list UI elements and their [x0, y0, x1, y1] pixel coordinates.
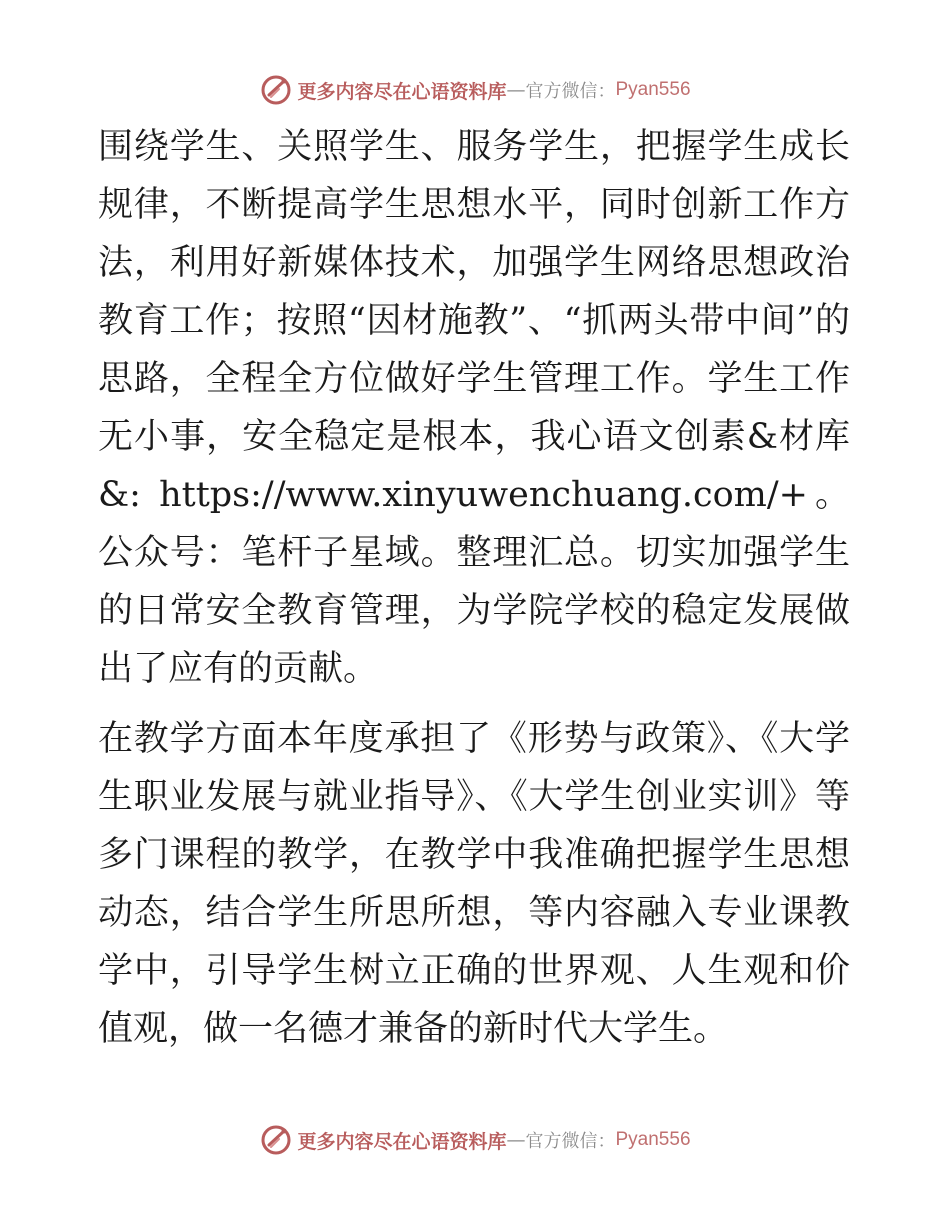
- banner-wechat-id: Pyan556: [615, 1129, 691, 1150]
- seal-logo-icon: [259, 1123, 293, 1157]
- banner-wechat-label: 官方微信：: [525, 81, 616, 102]
- header-banner: [0, 70, 950, 110]
- banner-wechat-id: Pyan556: [615, 79, 691, 100]
- footer-banner: [0, 1120, 950, 1160]
- document-body: [98, 118, 850, 1058]
- banner-site-text: 更多内容尽在心语资料库: [297, 1130, 507, 1153]
- banner-separator: —: [506, 1129, 526, 1151]
- banner-wechat-label: 官方微信：: [525, 1131, 616, 1152]
- body-paragraph-2: 在教学方面本年度承担了《形势与政策》、《大学生职业发展与就业指导》、《大学生创业实训》等多门课程的教学，在教学中我准确把握学生思想动态，结合学生所思所想，等内容融入专业课教学中，引导学生树立正确的世界观、人生观和价值观，做一名德才兼备的新时代大学生。: [98, 719, 850, 1049]
- banner-site-text: 更多内容尽在心语资料库: [297, 80, 507, 103]
- seal-logo-icon: [259, 73, 293, 107]
- body-paragraph-1: 围绕学生、关照学生、服务学生，把握学生成长规律，不断提高学生思想水平，同时创新工作方法，利用好新媒体技术，加强学生网络思想政治教育工作；按照“因材施教”、“抓两头带中间”的思路，全程全方位做好学生管理工作。学生工作无小事，安全稳定是根本，我心语文创素&材库&: https://www.xinyuwenchuang.com/+。公众号：笔杆子星域。整理汇总。切实加强学生的日常安全教育管理，为学院学校的稳定发展做出了应有的贡献。: [98, 127, 850, 689]
- banner-separator: —: [506, 79, 526, 101]
